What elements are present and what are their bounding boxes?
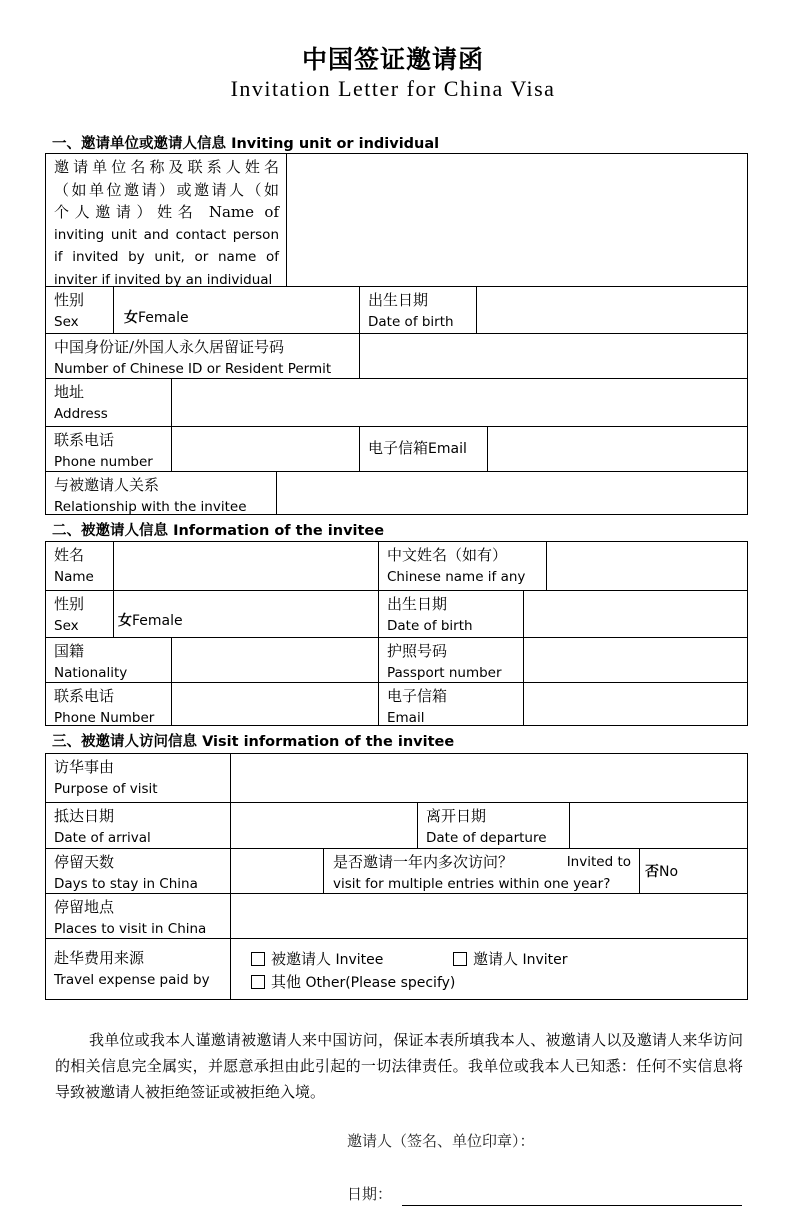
expense-option-inviter[interactable]: 邀请人 Inviter xyxy=(453,948,568,969)
invitee-name-field[interactable] xyxy=(113,542,378,590)
inviter-dob-label: 出生日期 Date of birth xyxy=(359,287,476,333)
inviter-email-label: 电子信箱Email xyxy=(359,427,487,471)
inviter-id-row xyxy=(46,333,747,378)
invitee-dob-label: 出生日期 Date of birth xyxy=(378,591,523,637)
visit-days-field[interactable] xyxy=(230,849,323,893)
visit-arrival-label: 抵达日期 Date of arrival xyxy=(54,807,151,846)
invitee-email-field[interactable] xyxy=(523,683,747,726)
inviter-table xyxy=(45,153,748,515)
inviter-email-field[interactable] xyxy=(487,427,747,471)
checkbox-icon[interactable] xyxy=(251,975,265,989)
inviter-id-label: 中国身份证/外国人永久居留证号码 Number of Chinese ID or Resident Permit xyxy=(54,338,332,377)
expense-option-invitee[interactable]: 被邀请人 Invitee xyxy=(251,948,383,969)
signature-label: 邀请人（签名、单位印章）： xyxy=(347,1132,535,1150)
visit-places-label: 停留地点 Places to visit in China xyxy=(54,898,207,937)
visit-table xyxy=(45,753,748,1000)
visit-arrival-field[interactable] xyxy=(230,803,417,848)
date-signature-line[interactable] xyxy=(402,1205,742,1206)
invitee-dob-field[interactable] xyxy=(523,591,747,637)
visit-purpose-label: 访华事由 Purpose of visit xyxy=(54,758,158,797)
inviter-sex-row xyxy=(46,286,747,333)
inviter-relation-field[interactable] xyxy=(276,472,747,515)
invitee-table xyxy=(45,541,748,726)
document-title-cn: 中国签证邀请函 xyxy=(301,45,484,74)
invitee-name-row xyxy=(46,542,747,590)
visit-expense-options xyxy=(230,939,747,1000)
visit-multiple-label: 是否邀请一年内多次访问？ Invited to visit for multiple entries within one year? xyxy=(323,849,639,893)
visit-purpose-row xyxy=(46,754,747,802)
invitee-phone-label: 联系电话 Phone Number xyxy=(54,687,155,726)
invitee-nat-label: 国籍 Nationality xyxy=(54,642,128,681)
visit-purpose-field[interactable] xyxy=(230,754,747,802)
invitee-cname-field[interactable] xyxy=(546,542,747,590)
document-title-en: Invitation Letter for China Visa xyxy=(230,76,556,101)
expense-option-other[interactable]: 其他 Other(Please specify) xyxy=(251,971,455,992)
inviter-phone-field[interactable] xyxy=(171,427,359,471)
invitee-sex-field[interactable]: 女Female xyxy=(113,591,378,637)
visit-departure-field[interactable] xyxy=(569,803,747,848)
invitee-phone-row xyxy=(46,682,747,726)
invitee-sex-row xyxy=(46,590,747,637)
visit-dates-row xyxy=(46,802,747,848)
visit-days-row xyxy=(46,848,747,893)
invitee-passport-field[interactable] xyxy=(523,638,747,682)
invitee-cname-label: 中文姓名（如有） Chinese name if any xyxy=(378,542,546,590)
inviter-name-row xyxy=(46,154,747,286)
visit-places-row xyxy=(46,893,747,938)
section3-heading: 三、被邀请人访问信息 Visit information of the invitee xyxy=(52,734,455,750)
inviter-address-row xyxy=(46,378,747,426)
visit-expense-row xyxy=(46,938,747,1000)
section2-heading: 二、被邀请人信息 Information of the invitee xyxy=(52,523,385,539)
visit-expense-label: 赴华费用来源 Travel expense paid by xyxy=(54,949,210,988)
inviter-phone-label: 联系电话 Phone number xyxy=(54,431,153,470)
invitee-email-label: 电子信箱 Email xyxy=(378,683,523,726)
invitee-phone-field[interactable] xyxy=(171,683,378,726)
inviter-name-field[interactable] xyxy=(286,154,747,286)
visit-multiple-field[interactable]: 否No xyxy=(639,849,747,893)
declaration-text: 我单位或我本人谨邀请被邀请人来中国访问，保证本表所填我本人、被邀请人以及邀请人来华访问的相关信息完全属实，并愿意承担由此引起的一切法律责任。我单位或我本人已知悉：任何不实信息将导致被邀请人被拒绝签证或被拒绝入境。 xyxy=(55,1031,743,1101)
invitee-sex-label: 性别 Sex xyxy=(54,595,85,634)
invitee-nat-row xyxy=(46,637,747,682)
inviter-address-field[interactable] xyxy=(171,379,747,426)
inviter-phone-row xyxy=(46,426,747,471)
visit-days-label: 停留天数 Days to stay in China xyxy=(54,853,198,892)
date-label: 日期： xyxy=(347,1185,393,1203)
checkbox-icon[interactable] xyxy=(453,952,467,966)
inviter-relation-label: 与被邀请人关系 Relationship with the invitee xyxy=(54,476,247,515)
invitee-name-label: 姓名 Name xyxy=(54,546,94,585)
inviter-sex-label: 性别 Sex xyxy=(54,291,85,330)
inviter-dob-field[interactable] xyxy=(476,287,747,333)
visit-places-field[interactable] xyxy=(230,894,747,938)
checkbox-icon[interactable] xyxy=(251,952,265,966)
inviter-id-field[interactable] xyxy=(359,334,747,378)
section1-heading: 一、邀请单位或邀请人信息 Inviting unit or individual xyxy=(52,136,440,152)
inviter-relation-row xyxy=(46,471,747,515)
invitee-nat-field[interactable] xyxy=(171,638,378,682)
inviter-address-label: 地址 Address xyxy=(54,383,108,422)
inviter-name-label: 邀请单位名称及联系人姓名 （如单位邀请）或邀请人（如 个人邀请）姓名 Name of inviting unit and contact person if invited by unit, or name of inviter if invited by an individual xyxy=(54,158,279,288)
inviter-sex-field[interactable]: 女Female xyxy=(113,287,359,333)
visit-departure-label: 离开日期 Date of departure xyxy=(417,803,569,848)
invitee-passport-label: 护照号码 Passport number xyxy=(378,638,523,682)
